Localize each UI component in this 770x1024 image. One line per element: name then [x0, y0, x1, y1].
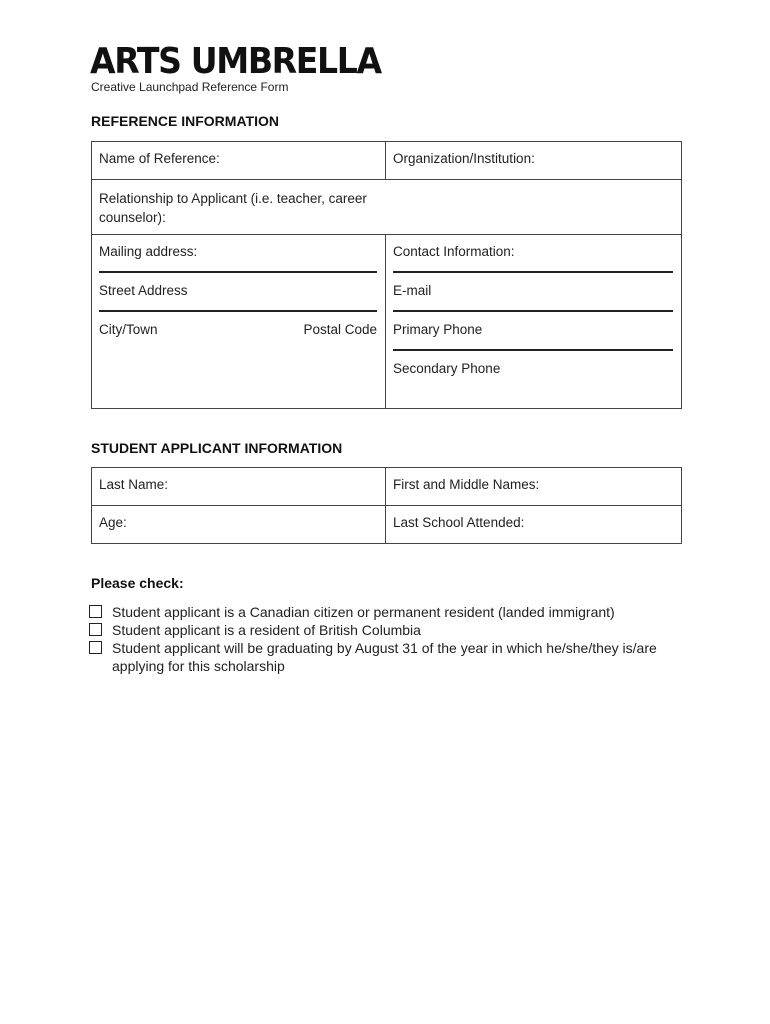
age-field[interactable]	[92, 506, 386, 544]
check-item-label: Student applicant will be graduating by August 31 of the year in which he/she/they is/are applying for this scholarship	[112, 640, 657, 674]
arts-umbrella-logo: ARTS UMBRELLA	[90, 41, 381, 82]
mailing-line[interactable]	[99, 271, 377, 273]
please-check-title: Please check:	[91, 575, 184, 591]
checkbox[interactable]	[89, 623, 102, 636]
check-item	[89, 603, 679, 621]
last-name-label: Last Name:	[99, 477, 169, 492]
organization-field[interactable]	[386, 142, 682, 180]
name-of-reference-label: Name of Reference:	[99, 151, 220, 166]
street-line[interactable]	[99, 310, 377, 312]
checkbox[interactable]	[89, 605, 102, 618]
name-of-reference-field[interactable]	[92, 142, 386, 180]
relationship-field[interactable]	[92, 180, 682, 235]
email-line[interactable]	[393, 310, 673, 312]
check-item-label: Student applicant is a resident of British Columbia	[112, 622, 421, 638]
primary-phone-line[interactable]	[393, 349, 673, 351]
check-item-label: Student applicant is a Canadian citizen or permanent resident (landed immigrant)	[112, 604, 615, 620]
contact-line[interactable]	[393, 271, 673, 273]
organization-label: Organization/Institution:	[393, 151, 535, 166]
last-school-label: Last School Attended:	[393, 515, 525, 530]
email-label: E-mail	[393, 283, 432, 298]
check-item	[89, 621, 679, 639]
student-section-title: STUDENT APPLICANT INFORMATION	[91, 440, 343, 456]
contact-information-field[interactable]	[386, 235, 682, 409]
primary-phone-label: Primary Phone	[393, 322, 483, 337]
postal-code-label: Postal Code	[303, 322, 377, 337]
contact-information-label: Contact Information:	[393, 244, 515, 259]
age-label: Age:	[99, 515, 127, 530]
checklist	[89, 603, 679, 675]
last-name-field[interactable]	[92, 468, 386, 506]
reference-section-title: REFERENCE INFORMATION	[91, 113, 279, 129]
relationship-label: Relationship to Applicant (i.e. teacher, career counselor):	[99, 191, 367, 225]
form-title: Creative Launchpad Reference Form	[91, 80, 289, 94]
first-middle-names-label: First and Middle Names:	[393, 477, 540, 492]
check-item	[89, 639, 679, 675]
mailing-address-field[interactable]	[92, 235, 386, 409]
city-town-label: City/Town	[99, 322, 158, 337]
checkbox[interactable]	[89, 641, 102, 654]
student-info-table	[91, 467, 682, 544]
street-address-label: Street Address	[99, 283, 188, 298]
secondary-phone-label: Secondary Phone	[393, 361, 501, 376]
last-school-field[interactable]	[386, 506, 682, 544]
mailing-address-label: Mailing address:	[99, 244, 198, 259]
reference-info-table	[91, 141, 682, 409]
first-middle-names-field[interactable]	[386, 468, 682, 506]
